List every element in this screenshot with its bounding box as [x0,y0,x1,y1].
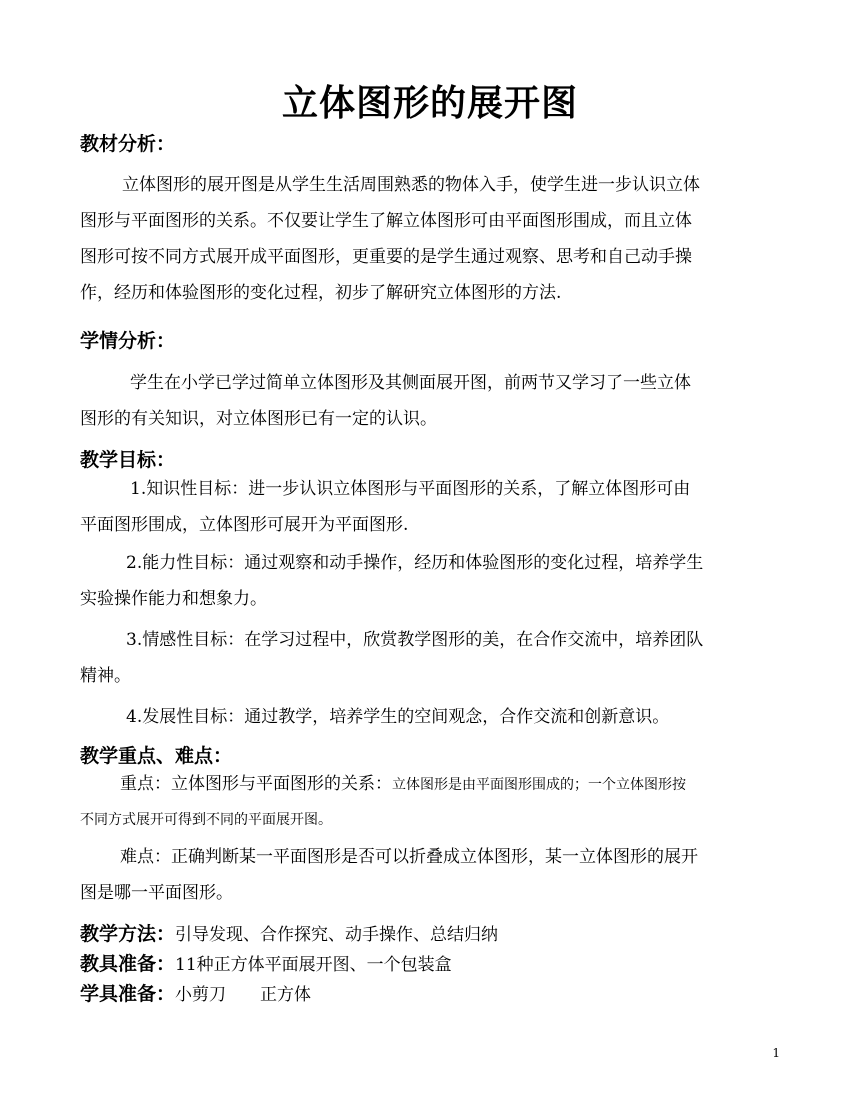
goal-3-line-2: 精神。 [80,666,131,686]
teaching-method-value: 引导发现、合作探究、动手操作、总结归纳 [175,925,499,945]
difficult-point-paragraph [80,839,782,911]
teaching-goals-heading: 教学目标： [80,449,176,471]
key-point-label: 重点：立体图形与平面图形的关系： [120,774,392,794]
student-line-1: 学生在小学已学过简单立体图形及其侧面展开图，前两节又学习了一些立体 [130,373,691,393]
student-line-2: 图形的有关知识，对立体图形已有一定的认识。 [80,409,437,429]
student-analysis-heading: 学情分析： [80,330,176,352]
material-line-1: 立体图形的展开图是从学生生活周围熟悉的物体入手，使学生进一步认识立体 [122,175,700,195]
document-title: 立体图形的展开图 [281,82,578,124]
material-line-2: 图形与平面图形的关系。不仅要让学生了解立体图形可由平面图形围成，而且立体 [80,211,692,231]
difficult-line-2: 图是哪一平面图形。 [80,883,233,903]
key-points-heading: 教学重点、难点： [80,745,233,767]
goal-2-line-2: 实验操作能力和想象力。 [80,589,267,609]
goal-knowledge [80,471,782,543]
key-point-line-2: 不同方式展开可得到不同的平面展开图。 [80,812,332,828]
material-line-4: 作，经历和体验图形的变化过程，初步了解研究立体图形的方法. [80,283,562,303]
student-tools-label: 学具准备： [80,983,176,1005]
student-tools-row [80,980,311,1009]
goal-2-line-1: 2.能力性目标：通过观察和动手操作，经历和体验图形的变化过程，培养学生 [126,553,704,573]
difficult-line-1: 难点：正确判断某一平面图形是否可以折叠成立体图形，某一立体图形的展开 [120,847,698,867]
material-analysis-heading: 教材分析： [80,133,176,155]
goal-emotion [80,622,782,694]
material-analysis-paragraph [80,167,782,311]
page-number: 1 [772,1046,780,1060]
key-point-line-1 [80,766,782,802]
goal-development [80,699,782,735]
teaching-method-row [80,920,498,949]
student-tools-value: 小剪刀 正方体 [175,985,312,1005]
teacher-tools-value: 11种正方体平面展开图、一个包装盒 [175,955,452,975]
teacher-tools-row [80,950,452,979]
goal-1-line-1: 1.知识性目标：进一步认识立体图形与平面图形的关系，了解立体图形可由 [130,479,691,499]
goal-1-line-2: 平面图形围成，立体图形可展开为平面图形. [80,515,409,535]
teacher-tools-label: 教具准备： [80,953,176,975]
student-analysis-paragraph [80,365,782,437]
goal-3-line-1: 3.情感性目标：在学习过程中，欣赏教学图形的美，在合作交流中，培养团队 [126,630,704,650]
material-line-3: 图形可按不同方式展开成平面图形，更重要的是学生通过观察、思考和自己动手操 [80,247,692,267]
teaching-method-label: 教学方法： [80,923,176,945]
key-point-paragraph [80,766,782,838]
goal-4-line-1: 4.发展性目标：通过教学，培养学生的空间观念，合作交流和创新意识。 [126,707,670,727]
key-point-detail: 立体图形是由平面图形围成的；一个立体图形按 [392,777,686,793]
goal-ability [80,545,782,617]
